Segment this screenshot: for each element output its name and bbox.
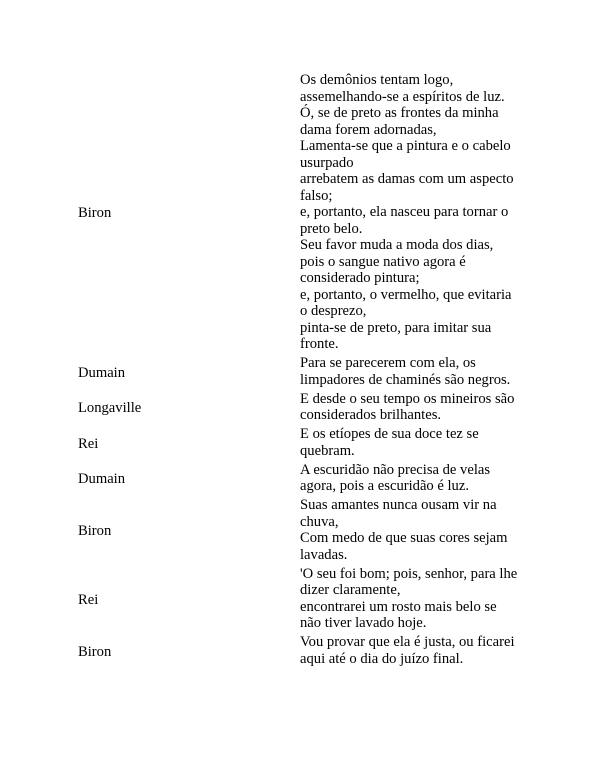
dialogue-row xyxy=(78,72,520,355)
dialogue-table xyxy=(78,72,520,670)
speech-text xyxy=(300,634,520,670)
speech-text xyxy=(300,355,520,391)
speech-line: Suas amantes nunca ousam vir na chuva, xyxy=(300,497,497,530)
dialogue-row xyxy=(78,426,520,462)
dialogue-row xyxy=(78,497,520,566)
speech-text xyxy=(300,566,520,635)
speaker-name: Dumain xyxy=(78,471,126,487)
speech-line: pois o sangue nativo agora é considerado pintura; xyxy=(300,253,466,286)
speech-line: Para se parecerem com ela, os limpadores de chaminés são negros. xyxy=(300,355,511,388)
speech-text xyxy=(300,497,520,566)
dialogue-row xyxy=(78,355,520,391)
speech-text xyxy=(300,72,520,355)
speech-line: arrebatem as damas com um aspecto falso; xyxy=(300,171,514,204)
speech-line: Os demônios tentam logo, assemelhando-se a espíritos de luz. xyxy=(300,72,505,105)
speech-text xyxy=(300,391,520,427)
speech-line: E desde o seu tempo os mineiros são considerados brilhantes. xyxy=(300,390,515,423)
speech-line: Seu favor muda a moda dos dias, xyxy=(300,237,494,253)
speaker-name: Biron xyxy=(78,643,112,660)
speech-line: e, portanto, o vermelho, que evitaria o desprezo, xyxy=(300,286,512,319)
dialogue-row xyxy=(78,634,520,670)
speech-line: E os etíopes de sua doce tez se quebram. xyxy=(300,426,479,459)
speech-line: pinta-se de preto, para imitar sua fronte. xyxy=(300,319,492,352)
speaker-name: Biron xyxy=(78,523,112,539)
speaker-name: Rei xyxy=(78,591,99,608)
speech-text xyxy=(300,462,520,498)
speaker-name: Biron xyxy=(78,205,112,222)
speech-line: Lamenta-se que a pintura e o cabelo usurpado xyxy=(300,138,511,171)
speech-line: e, portanto, ela nasceu para tornar o preto belo. xyxy=(300,204,509,237)
speaker-name: Dumain xyxy=(78,364,126,381)
dialogue-row xyxy=(78,462,520,498)
speaker-name: Longaville xyxy=(78,400,142,416)
speaker-name: Rei xyxy=(78,435,99,452)
dialogue-row xyxy=(78,391,520,427)
dialogue-row xyxy=(78,566,520,635)
speech-line: encontrarei um rosto mais belo se não tiver lavado hoje. xyxy=(300,598,497,631)
speech-line: Vou provar que ela é justa, ou ficarei aqui até o dia do juízo final. xyxy=(300,634,515,667)
speech-line: Ó, se de preto as frontes da minha dama forem adornadas, xyxy=(300,105,499,138)
speech-text xyxy=(300,426,520,462)
speech-line: Com medo de que suas cores sejam lavadas. xyxy=(300,530,508,563)
speech-line: A escuridão não precisa de velas agora, pois a escuridão é luz. xyxy=(300,461,491,494)
speech-line: 'O seu foi bom; pois, senhor, para lhe dizer claramente, xyxy=(300,565,518,598)
